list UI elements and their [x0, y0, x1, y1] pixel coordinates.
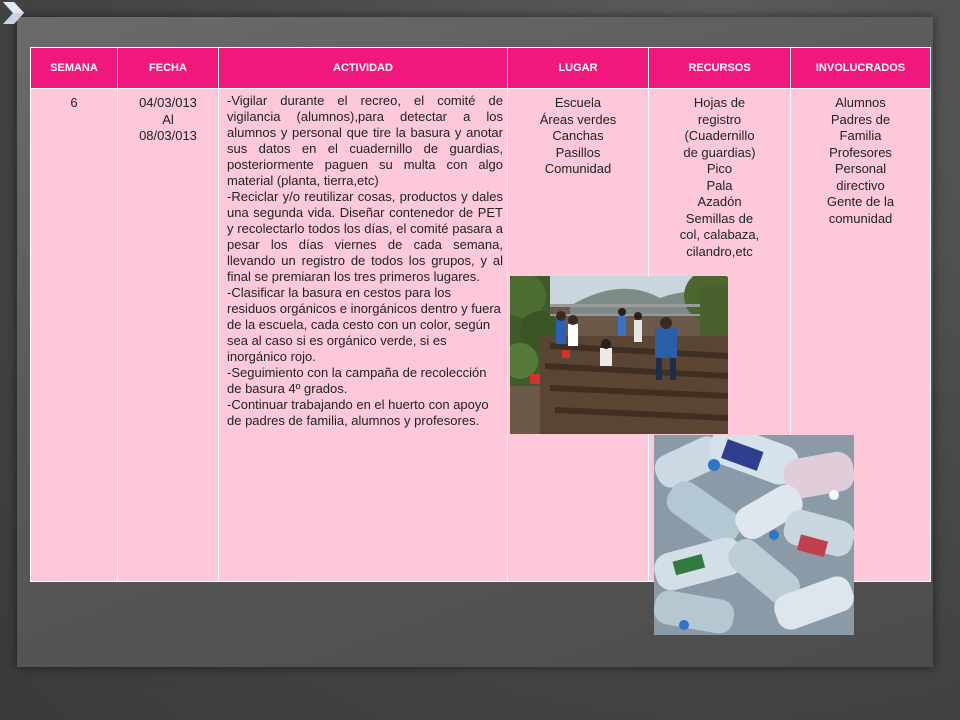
involucrados-line: Personal	[834, 161, 887, 176]
cell-fecha	[118, 89, 219, 582]
activity-item: -Seguimiento con la campaña de recolección de basura 4º grados.	[227, 365, 487, 396]
involucrados-line: directivo	[836, 177, 885, 193]
activity-item: -Clasificar la basura en cestos para los residuos orgánicos e inorgánicos dentro y fuera de la escuela, cada cesto con un color, según sea al caso si es orgánico verde, si es inorgánico rojo.	[227, 285, 501, 364]
recursos-line: (Cuadernillo	[684, 128, 755, 143]
recursos-line: Semillas de	[685, 210, 754, 226]
involucrados-line: Gente de la	[826, 194, 895, 209]
recursos-line: cilandro,etc	[686, 243, 753, 259]
chevron-right-icon	[0, 0, 26, 26]
semana-value: 6	[70, 95, 78, 110]
lugar-line: Comunidad	[544, 161, 612, 176]
lugar-line: Áreas verdes	[539, 111, 617, 127]
involucrados-line: Alumnos	[835, 95, 886, 110]
recursos-line: Hojas de	[693, 95, 746, 110]
lugar-line: Escuela	[554, 95, 602, 110]
fecha-line: 04/03/013	[139, 95, 197, 110]
cell-semana	[31, 89, 118, 582]
involucrados-line: comunidad	[828, 210, 893, 226]
header-involucrados: INVOLUCRADOS	[791, 48, 931, 89]
header-fecha: FECHA	[118, 48, 219, 89]
fecha-line: Al	[162, 111, 174, 127]
header-lugar: LUGAR	[508, 48, 649, 89]
garden-photo	[510, 276, 728, 434]
involucrados-line: Padres de	[830, 111, 891, 127]
header-recursos: RECURSOS	[649, 48, 791, 89]
activity-item: -Continuar trabajando en el huerto con apoyo de padres de familia, alumnos y profesores.	[227, 397, 489, 428]
header-semana: SEMANA	[31, 48, 118, 89]
pet-bottles-photo	[654, 435, 854, 635]
recursos-line: Pico	[706, 161, 733, 176]
recursos-line: de guardias)	[683, 144, 756, 160]
table-header-row	[31, 48, 931, 89]
recursos-line: Azadón	[697, 194, 742, 209]
lugar-line: Canchas	[552, 128, 604, 143]
involucrados-line: Profesores	[829, 144, 892, 160]
header-actividad: ACTIVIDAD	[219, 48, 508, 89]
fecha-line: 08/03/013	[139, 128, 197, 143]
involucrados-line: Familia	[839, 128, 882, 143]
activity-item: -Reciclar y/o reutilizar cosas, productos y dales una segunda vida. Diseñar contenedor de PET y recolectarlo todos los días, el comité pasara a pesar los días viernes de cada semana, llevando un registro de todos los grupos, y al final se premiaran los tres primeros lugares.	[227, 189, 503, 284]
recursos-line: col, calabaza,	[679, 227, 760, 242]
activity-item: -Vigilar durante el recreo, el comité de vigilancia (alumnos),para detectar a los alumnos y personal que tire la basura y anotar sus datos en el cuadernillo de guardias, posteriormente paguen su multa con algo material (planta, tierra,etc)	[227, 93, 503, 188]
cell-actividad	[219, 89, 508, 582]
recursos-line: Pala	[706, 177, 733, 193]
lugar-line: Pasillos	[555, 144, 601, 160]
recursos-line: registro	[697, 111, 742, 127]
